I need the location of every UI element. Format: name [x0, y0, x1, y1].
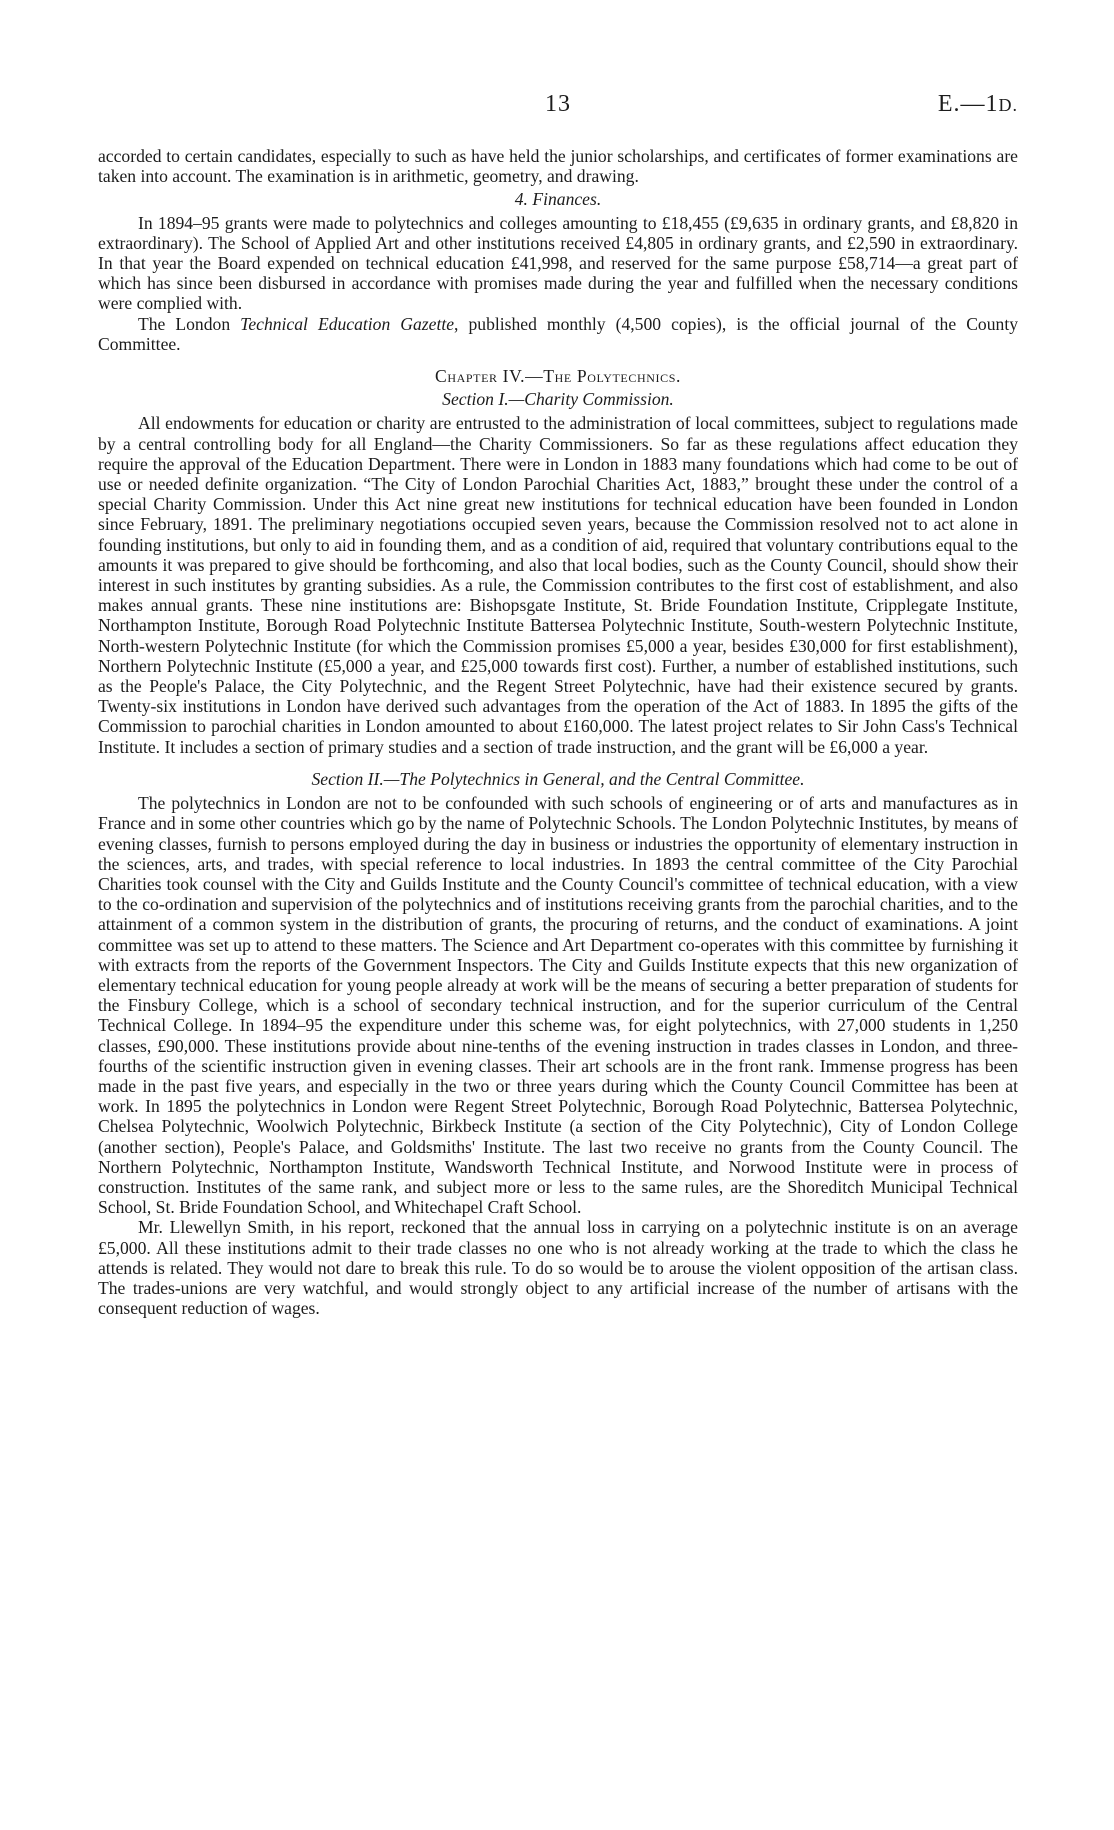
chapter-title: Chapter IV.—The Polytechnics. — [435, 366, 681, 387]
intro-paragraph: accorded to certain candidates, especially to such as have held the junior scholarships, and certificates of former examinations are taken into account. The examination is in arithmetic, geometry, and drawing. — [98, 146, 1018, 187]
page-number: 13 — [545, 91, 571, 117]
section-2-paragraph-1: The polytechnics in London are not to be confounded with such schools of engineering or of arts and manufactures as in France and in some other countries which go by the name of Polytechnic Schools. The London Polytechnic Institutes, by means of evening classes, furnish to persons employed during the day in business or industries the opportunity of elementary instruction in the sciences, arts, and trades, with special reference to local industries. In 1893 the central committee of the City Parochial Charities took counsel with the City and Guilds Institute and the County Council's committee of technical education, with a view to the co-ordination and supervision of the polytechnics and of institutions receiving grants from the parochial charities, and to the attainment of a common system in the distribution of grants, the procuring of returns, and the conduct of examinations. A joint committee was set up to attend to these matters. The Science and Art Department co-operates with this committee by furnishing it with extracts from the reports of the Government Inspectors. The City and Guilds Institute expects that this new organization of elementary technical education for young people already at work will be the means of securing a better preparation of students for the Finsbury College, which is a school of secondary technical instruction, and for the superior curriculum of the Central Technical College. In 1894–95 the expenditure under this scheme was, for eight polytechnics, with 27,000 students in 1,250 classes, £90,000. These institutions provide about nine-tenths of the evening instruction in trades classes in London, and three-fourths of the scientific instruction given in evening classes. Their art schools are in the front rank. Immense progress has been made in the past five years, and especially in the two or three years during which the County Council Committee has been at work. In 1895 the polytechnics in London were Regent Street Polytechnic, Borough Road Polytechnic, Battersea Polytechnic, Chelsea Polytechnic, Woolwich Polytechnic, Birkbeck Institute (a section of the City Polytechnic), City of London College (another section), People's Palace, and Goldsmiths' Institute. The last two receive no grants from the County Council. The Northern Polytechnic, Northampton Institute, Wandsworth Technical Institute, and Norwood Institute were in process of construction. Institutes of the same rank, and subject more or less to the same rules, are the Shoreditch Municipal Technical School, St. Bride Foundation School, and Whitechapel Craft School. — [98, 793, 1018, 1218]
page-header — [98, 91, 1018, 128]
doc-ref-prefix: E.—1 — [937, 91, 999, 117]
finances-heading: 4. Finances. — [514, 189, 602, 210]
gazette-paragraph — [98, 314, 1018, 354]
section-1-paragraph: All endowments for education or charity are entrusted to the administration of local committees, subject to regulations made by a central controlling body for all England—the Charity Commissioners. So far as these regulations affect education they require the approval of the Education Department. There were in London in 1883 many foundations which had come to be out of use or needed definite organization. “The City of London Parochial Charities Act, 1883,” brought these under the control of a special Charity Commission. Under this Act nine great new institutions for technical education have been founded in London since February, 1891. The preliminary negotiations occupied seven years, because the Commission resolved not to act alone in founding institutions, but only to aid in founding them, and as a condition of aid, required that voluntary contributions equal to the amounts it was prepared to give should be forthcoming, and also that local bodies, such as the County Council, should show their interest in such institutes by granting subsidies. As a rule, the Commission contributes to the first cost of establishment, and also makes annual grants. These nine institutions are: Bishopsgate Institute, St. Bride Foundation Institute, Cripplegate Institute, Northampton Institute, Borough Road Polytechnic Institute Battersea Polytechnic Institute, South-western Polytechnic Institute, North-western Polytechnic Institute (for which the Commission promises £5,000 a year, besides £30,000 for first establishment), Northern Polytechnic Institute (£5,000 a year, and £25,000 towards first cost). Further, a number of established institutions, such as the People's Palace, the City Polytechnic, and the Regent Street Polytechnic, have had their existence secured by grants. Twenty-six institutions in London have derived such advantages from the operation of the Act of 1883. In 1895 the gifts of the Commission to parochial charities in London amounted to about £160,000. The latest project relates to Sir John Cass's Technical Institute. It includes a section of primary studies and a section of trade instruction, and the grant will be £6,000 a year. — [98, 413, 1018, 757]
document-reference — [937, 91, 1018, 117]
finances-paragraph: In 1894–95 grants were made to polytechnics and colleges amounting to £18,455 (£9,635 in ordinary grants, and £8,820 in extraordinary). The School of Applied Art and other institutions received £4,805 in ordinary grants, and £2,590 in extraordinary. In that year the Board expended on technical education £41,998, and reserved for the same purpose £58,714—a great part of which has since been disbursed in accordance with promises made during the year and fulfilled when the necessary conditions were complied with. — [98, 212, 1018, 314]
gazette-text-after: , published monthly (4,500 copies), is the official journal of the County Committee. — [98, 313, 1018, 354]
section-2-paragraph-2: Mr. Llewellyn Smith, in his report, reckoned that the annual loss in carrying on a polytechnic institute is on an average £5,000. All these institutions admit to their trade classes no one who is not already working at the trade to which the class he attends is related. They would not dare to break this rule. To do so would be to arouse the violent opposition of the artisan class. The trades-unions are very watchful, and would strongly object to any artificial increase of the number of artisans with the consequent reduction of wages. — [98, 1217, 1018, 1319]
gazette-text-before: The London — [138, 313, 241, 334]
section-2-heading: Section II.—The Polytechnics in General, and the Central Committee. — [311, 768, 805, 789]
doc-ref-suffix: D. — [998, 95, 1018, 115]
section-1-heading: Section I.—Charity Commission. — [442, 389, 674, 410]
gazette-title: Technical Education Gazette — [240, 313, 455, 334]
